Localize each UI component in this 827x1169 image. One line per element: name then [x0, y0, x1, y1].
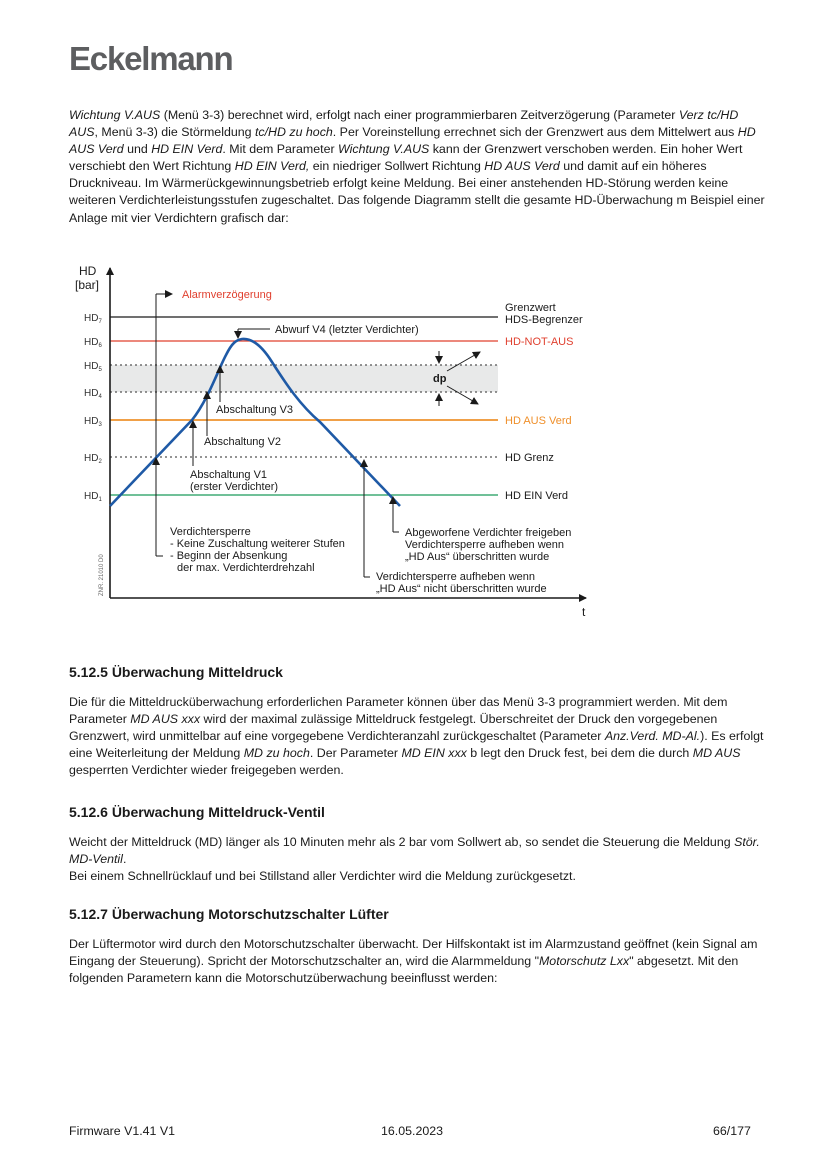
svg-text:(erster Verdichter): (erster Verdichter)	[190, 481, 279, 493]
svg-text:HD3: $HD_3$	[84, 416, 102, 428]
section-5126-paragraph: Weicht der Mitteldruck (MD) länger als 10 Minuten mehr als 2 bar vom Sollwert ab, so sendet die Steuerung die Meldung Stör. MD-Ventil. Bei einem Schnellrücklauf und bei Stillstand aller Verdichter wird die Meldung zurückgesetzt.	[69, 835, 760, 884]
alarm-delay-label: Alarmverzögerung	[182, 289, 272, 301]
svg-text:Verdichtersperre: Verdichtersperre	[170, 526, 251, 538]
svg-text:Grenzwert: Grenzwert	[505, 302, 556, 314]
svg-text:Abschaltung V1: Abschaltung V1	[190, 469, 268, 481]
footer-date: 16.05.2023	[381, 1124, 444, 1138]
svg-text:HDS-Begrenzer: HDS-Begrenzer	[505, 314, 583, 326]
svg-text:der max. Verdichterdrehzahl: der max. Verdichterdrehzahl	[177, 562, 315, 574]
svg-text:HD1: $HD_1$	[84, 491, 102, 503]
section-title-5126: 5.12.6 Überwachung Mitteldruck-Ventil	[69, 804, 325, 820]
section-title-5127: 5.12.7 Überwachung Motorschutzschalter Lüfter	[69, 906, 389, 922]
y-axis-label: HD	[79, 264, 97, 278]
svg-text:Abgeworfene Verdichter freigeb: Abgeworfene Verdichter freigeben	[405, 527, 572, 539]
section-title-5125: 5.12.5 Überwachung Mitteldruck	[69, 664, 283, 680]
svg-text:- Beginn der Absenkung: - Beginn der Absenkung	[170, 550, 288, 562]
svg-text:Abschaltung V3: Abschaltung V3	[216, 404, 294, 416]
drawing-id: ZNR. 21010 D0	[99, 554, 105, 596]
svg-text:HD EIN Verd: HD EIN Verd	[505, 490, 568, 502]
section-5125-paragraph: Die für die Mitteldrucküberwachung erforderlichen Parameter können über das Menü 3-3 programmiert werden. Mit dem Parameter MD AUS xxx wird der maximal zulässige Mitteldruck festgelegt. Überschreitet der Druck den vorgegebenen Grenzwert, wird unmittelbar auf eine vorgegebene Verdichteranzahl zurückgeschaltet (Parameter Anz.Verd. MD-Al.). Es erfolgt eine Weiterleitung der Meldung MD zu hoch. Der Parameter MD EIN xxx b legt den Druck fest, bei dem die durch MD AUS gesperrten Verdichter wieder freigegeben werden.	[69, 695, 764, 778]
svg-text:„HD Aus“ überschritten wurde: „HD Aus“ überschritten wurde	[405, 551, 550, 563]
hd-monitoring-diagram	[60, 258, 600, 623]
intro-paragraph: Wichtung V.AUS (Menü 3-3) berechnet wird, erfolgt nach einer programmierbaren Zeitverzögerung (Parameter Verz tc/HD AUS, Menü 3-3) die Störmeldung tc/HD zu hoch. Per Voreinstellung errechnet sich der Grenzwert aus dem Mittelwert aus HD AUS Verd und HD EIN Verd. Mit dem Parameter Wichtung V.AUS kann der Grenzwert verschoben werden. Ein hoher Wert verschiebt den Wert Richtung HD EIN Verd, ein niedriger Sollwert Richtung HD AUS Verd und damit auf ein höheres Druckniveau. Im Wärmerückgewinnungsbetrieb erfolgt keine Meldung. Bei einer anstehenden HD-Störung werden keine weiteren Verdichterleistungsstufen zugeschaltet. Das folgende Diagramm stellt die gesamte HD-Überwachung m Beispiel einer Anlage mit vier Verdichtern grafisch dar:	[69, 108, 765, 225]
footer-page-number: 66/177	[713, 1124, 751, 1138]
svg-text:„HD Aus“ nicht überschritten w: „HD Aus“ nicht überschritten wurde	[376, 583, 547, 595]
svg-text:HD4: $HD_4$	[84, 388, 102, 400]
svg-text:HD6: $HD_6$	[84, 337, 102, 349]
svg-text:HD AUS Verd: HD AUS Verd	[505, 415, 572, 427]
svg-text:HD2: $HD_2$	[84, 453, 102, 465]
company-logo: Eckelmann	[69, 40, 233, 77]
svg-text:Verdichtersperre aufheben wenn: Verdichtersperre aufheben wenn	[405, 539, 564, 551]
y-axis-unit: [bar]	[75, 278, 100, 292]
svg-text:HD-NOT-AUS: HD-NOT-AUS	[505, 336, 574, 348]
svg-text:Abwurf V4 (letzter Verdichter): Abwurf V4 (letzter Verdichter)	[275, 324, 419, 336]
svg-text:HD Grenz: HD Grenz	[505, 452, 554, 464]
section-5127-paragraph: Der Lüftermotor wird durch den Motorschutzschalter überwacht. Der Hilfskontakt ist im Alarmzustand geöffnet (kein Signal am Eingang der Steuerung). Spricht der Motorschutzschalter an, wird die Alarmmeldung "Motorschutz Lxx" abgesetzt. Mit den folgenden Parametern kann die Motorschutzüberwachung beeinflusst werden:	[69, 937, 758, 986]
dp-label: dp	[433, 373, 447, 385]
svg-text:HD7: $HD_7$	[84, 313, 102, 325]
svg-text:Verdichtersperre aufheben wenn: Verdichtersperre aufheben wenn	[376, 571, 535, 583]
footer-firmware: Firmware V1.41 V1	[69, 1124, 176, 1138]
svg-text:Abschaltung V2: Abschaltung V2	[204, 436, 282, 448]
x-axis-label: t	[582, 605, 586, 619]
svg-text:HD5: $HD_5$	[84, 361, 102, 373]
svg-text:- Keine Zuschaltung weiterer S: - Keine Zuschaltung weiterer Stufen	[170, 538, 345, 550]
